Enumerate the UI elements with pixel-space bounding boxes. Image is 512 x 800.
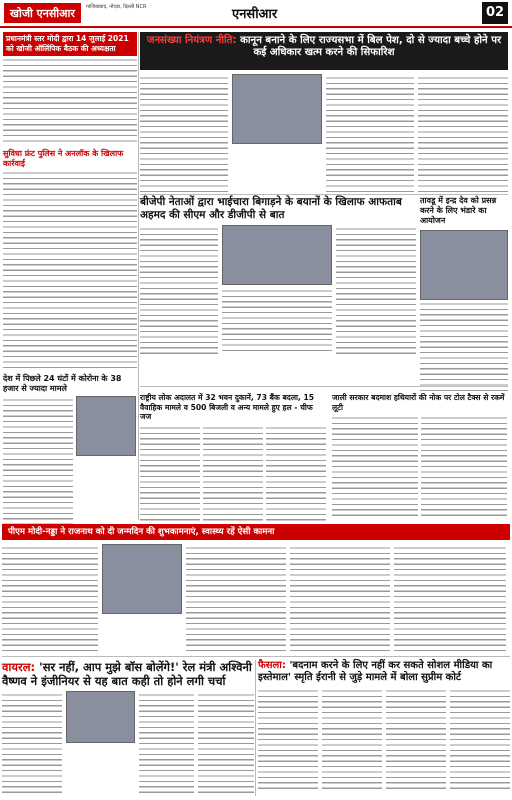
mid-story — [140, 196, 416, 357]
main-banner-text: कानून बनाने के लिए राज्यसभा में बिल पेश, दो से ज्यादा बच्चे होने पर कई अधिकार खत्म करने की सिफारिश — [240, 35, 502, 58]
toll-story-col1 — [332, 416, 418, 516]
left-column — [3, 32, 137, 528]
vaccination-photo — [76, 396, 136, 456]
mid-story-photo — [222, 225, 332, 285]
mid-story-col2 — [222, 289, 332, 355]
court-story-headline: राष्ट्रीय लोक अदालत में 32 भवन दुकानें, 73 बैंक बदला, 15 वैवाहिक मामले व 500 बिजली व अन्य मामले हुए हल - चीफ जज — [140, 393, 315, 421]
column-rule — [138, 32, 139, 520]
main-story-body — [140, 74, 508, 192]
main-story-col4 — [418, 76, 508, 192]
left-story3-headline: देश में पिछले 24 घंटों में कोरोना के 38 हजार से ज्यादा मामले — [3, 374, 122, 393]
birthday-col3 — [186, 546, 286, 654]
supreme-court-story — [258, 660, 510, 789]
section-rule — [140, 194, 508, 195]
main-story-col1 — [140, 76, 228, 192]
main-story-col3 — [326, 76, 414, 192]
masthead — [0, 0, 512, 28]
railway-col4 — [198, 693, 254, 793]
dateline: गाजियाबाद, नोएडा, दिल्ली NCR — [86, 4, 147, 10]
court-col4 — [450, 689, 510, 789]
section-title: एनसीआर — [232, 7, 278, 22]
supreme-court-headline — [258, 660, 510, 684]
birthday-col1 — [2, 546, 98, 654]
toll-story-col2 — [421, 416, 507, 516]
court-story — [140, 390, 326, 526]
railway-col1 — [2, 693, 62, 793]
supreme-court-title: 'बदनाम करने के लिए नहीं कर सकते सोशल मीडिया का इस्तेमाल' स्मृति ईरानी से जुड़े मामले में बोला सुप्रीम कोर्ट — [258, 660, 493, 683]
left-lead-headline: प्रधानमंत्री स्तर मोदी द्वारा 14 जुलाई 2021 को खोजी ऑलिंपिक बैठक की अध्यक्षता — [3, 32, 137, 56]
birthday-photo — [102, 544, 182, 614]
side-story — [420, 196, 508, 394]
left-story3-body — [3, 398, 73, 528]
supreme-court-kicker: फैसला: — [258, 660, 286, 671]
court-col1 — [258, 689, 318, 789]
side-story-body — [420, 302, 508, 394]
left-lead-body — [3, 58, 137, 146]
column-rule-2 — [255, 660, 256, 796]
mid-story-col1 — [140, 227, 218, 357]
side-story-headline: तावडू में इन्द्र देव को प्रसन्न करने के लिए भंडारे का आयोजन — [420, 196, 497, 225]
court-col3 — [386, 689, 446, 789]
mid-story-col3 — [336, 227, 416, 357]
section-rule-3 — [2, 656, 510, 657]
page-number: 02 — [482, 2, 508, 24]
section-rule-2 — [140, 386, 508, 387]
left-story2-headline: सुविधा फ्रंट पुलिस ने अनलॉक के खिलाफ कार्रवाई — [3, 149, 124, 168]
court-story-col2 — [203, 426, 263, 526]
bottom-banner-headline: पीएम मोदी-नड्डा ने राजनाथ को दी जन्मदिन की शुभकामनाएं, स्वास्थ्य रहें ऐसी कामना — [2, 524, 510, 540]
toll-story — [332, 390, 508, 516]
toll-story-headline: जाली सरकार बदमाश हथियारों की नोक पर टोल टैक्स से रकमें लूटी — [332, 393, 505, 412]
railway-minister-title: 'सर नहीं, आप मुझे बॉस बोलेंगे!' रेल मंत्री अश्विनी वैष्णव ने इंजीनियर से यह बात कही तो होने लगी चर्चा — [2, 660, 252, 688]
birthday-story-body — [2, 544, 510, 654]
railway-minister-kicker: वायरल: — [2, 660, 36, 674]
side-story-photo — [420, 230, 508, 300]
birthday-col5 — [394, 546, 506, 654]
court-story-col1 — [140, 426, 200, 526]
brand-logo: खोजी एनसीआर — [4, 3, 81, 23]
railway-minister-story — [2, 660, 254, 793]
mid-story-headline: बीजेपी नेताओं द्वारा भाईचारा बिगाड़ने के बयानों के खिलाफ आफताब अहमद की सीएम और डीजीपी से बात — [140, 196, 402, 221]
railway-minister-headline — [2, 660, 254, 688]
left-story2-body — [3, 171, 137, 371]
main-banner-kicker: जनसंख्या नियंत्रण नीति: — [146, 35, 237, 46]
railway-minister-photo — [66, 691, 135, 743]
birthday-col4 — [290, 546, 390, 654]
main-banner-headline — [140, 32, 508, 70]
railway-col3 — [139, 693, 195, 793]
court-story-col3 — [266, 426, 326, 526]
court-col2 — [322, 689, 382, 789]
main-story-photo — [232, 74, 322, 144]
